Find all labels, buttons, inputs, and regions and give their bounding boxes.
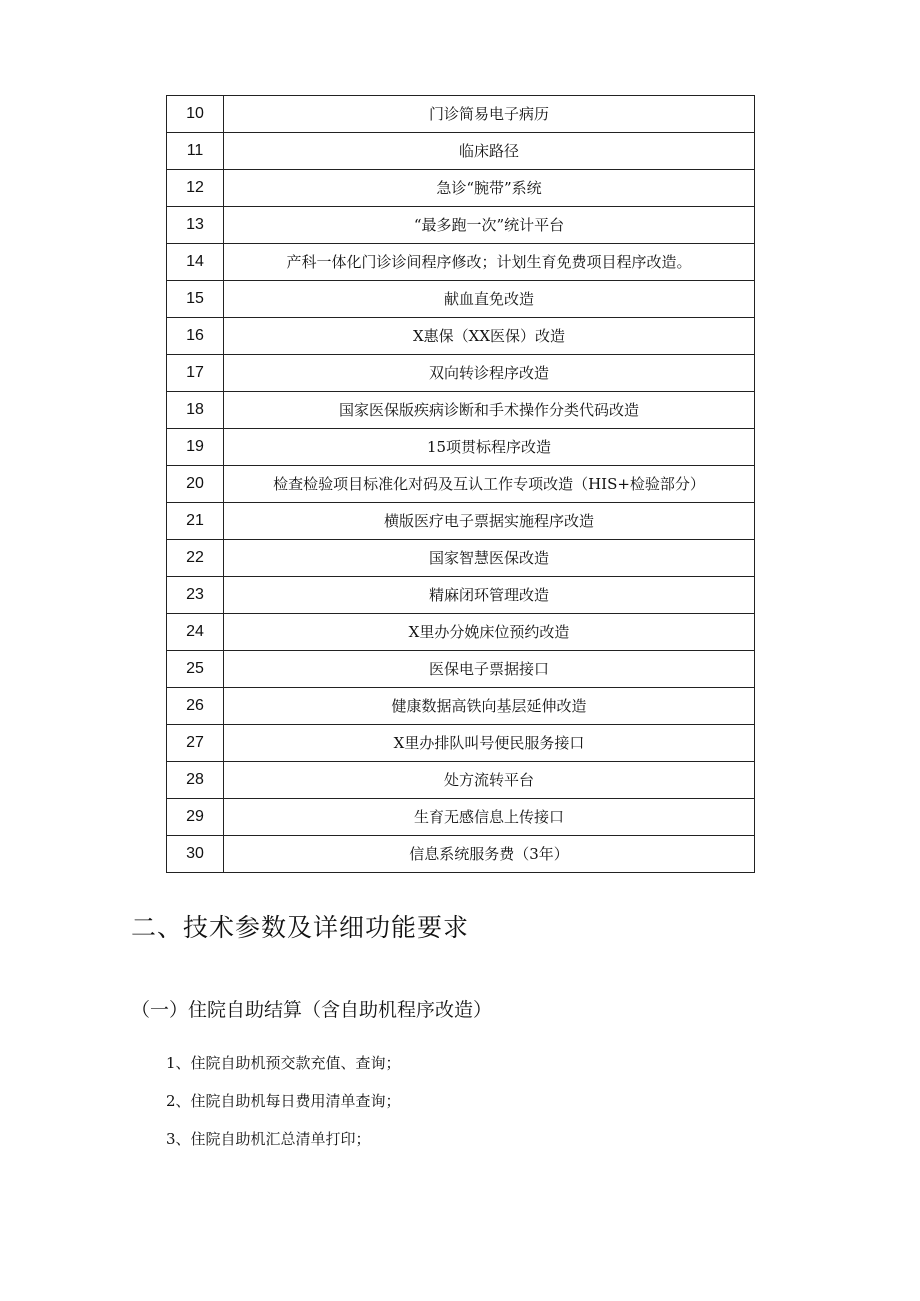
row-number-cell: 10 (167, 96, 224, 133)
requirement-item: 1、住院自助机预交款充值、查询； (166, 1054, 401, 1072)
row-number-cell: 24 (167, 614, 224, 651)
row-number-cell: 30 (167, 836, 224, 873)
table-row (167, 170, 755, 207)
table-row (167, 355, 755, 392)
row-number-cell: 28 (167, 762, 224, 799)
table-row (167, 133, 755, 170)
row-number-cell: 13 (167, 207, 224, 244)
row-number-cell: 15 (167, 281, 224, 318)
row-number-cell: 20 (167, 466, 224, 503)
item-name-cell: 产科一体化门诊诊间程序修改；计划生育免费项目程序改造。 (224, 244, 755, 281)
item-name-cell: 临床路径 (224, 133, 755, 170)
table-body (167, 96, 755, 873)
item-name-cell: 生育无感信息上传接口 (224, 799, 755, 836)
table-row (167, 540, 755, 577)
row-number-cell: 26 (167, 688, 224, 725)
item-name-cell: 门诊简易电子病历 (224, 96, 755, 133)
item-name-cell: 信息系统服务费（3年） (224, 836, 755, 873)
item-name-cell: 处方流转平台 (224, 762, 755, 799)
item-name-cell: “最多跑一次”统计平台 (224, 207, 755, 244)
item-name-cell: 双向转诊程序改造 (224, 355, 755, 392)
row-number-cell: 27 (167, 725, 224, 762)
row-number-cell: 21 (167, 503, 224, 540)
table-row (167, 614, 755, 651)
requirement-list (166, 1054, 401, 1168)
item-name-cell: 献血直免改造 (224, 281, 755, 318)
table-row (167, 762, 755, 799)
item-name-cell: X惠保（XX医保）改造 (224, 318, 755, 355)
table-row (167, 688, 755, 725)
table-row (167, 392, 755, 429)
table-row (167, 503, 755, 540)
item-name-cell: 国家医保版疾病诊断和手术操作分类代码改造 (224, 392, 755, 429)
table-row (167, 466, 755, 503)
requirement-item: 2、住院自助机每日费用清单查询； (166, 1092, 401, 1110)
item-name-cell: 精麻闭环管理改造 (224, 577, 755, 614)
item-name-cell: 国家智慧医保改造 (224, 540, 755, 577)
row-number-cell: 22 (167, 540, 224, 577)
table-row (167, 799, 755, 836)
row-number-cell: 16 (167, 318, 224, 355)
table-row (167, 725, 755, 762)
project-items-table (166, 95, 755, 873)
row-number-cell: 12 (167, 170, 224, 207)
item-name-cell: 横版医疗电子票据实施程序改造 (224, 503, 755, 540)
table-row (167, 96, 755, 133)
table-row (167, 244, 755, 281)
row-number-cell: 14 (167, 244, 224, 281)
item-name-cell: 15项贯标程序改造 (224, 429, 755, 466)
requirement-item: 3、住院自助机汇总清单打印； (166, 1130, 371, 1148)
item-name-cell: 健康数据高铁向基层延伸改造 (224, 688, 755, 725)
item-name-cell: 急诊“腕带”系统 (224, 170, 755, 207)
table-row (167, 207, 755, 244)
item-name-cell: 检查检验项目标准化对码及互认工作专项改造（HIS+检验部分） (224, 466, 755, 503)
table-row (167, 281, 755, 318)
table-row (167, 429, 755, 466)
row-number-cell: 19 (167, 429, 224, 466)
row-number-cell: 23 (167, 577, 224, 614)
table-row (167, 577, 755, 614)
row-number-cell: 25 (167, 651, 224, 688)
item-name-cell: X里办排队叫号便民服务接口 (224, 725, 755, 762)
item-name-cell: X里办分娩床位预约改造 (224, 614, 755, 651)
row-number-cell: 18 (167, 392, 224, 429)
row-number-cell: 11 (167, 133, 224, 170)
section-heading: 二、技术参数及详细功能要求 (131, 913, 470, 942)
item-name-cell: 医保电子票据接口 (224, 651, 755, 688)
table-row (167, 651, 755, 688)
subsection-heading: （一）住院自助结算（含自助机程序改造） (131, 999, 493, 1021)
table-row (167, 318, 755, 355)
row-number-cell: 17 (167, 355, 224, 392)
row-number-cell: 29 (167, 799, 224, 836)
table-row (167, 836, 755, 873)
